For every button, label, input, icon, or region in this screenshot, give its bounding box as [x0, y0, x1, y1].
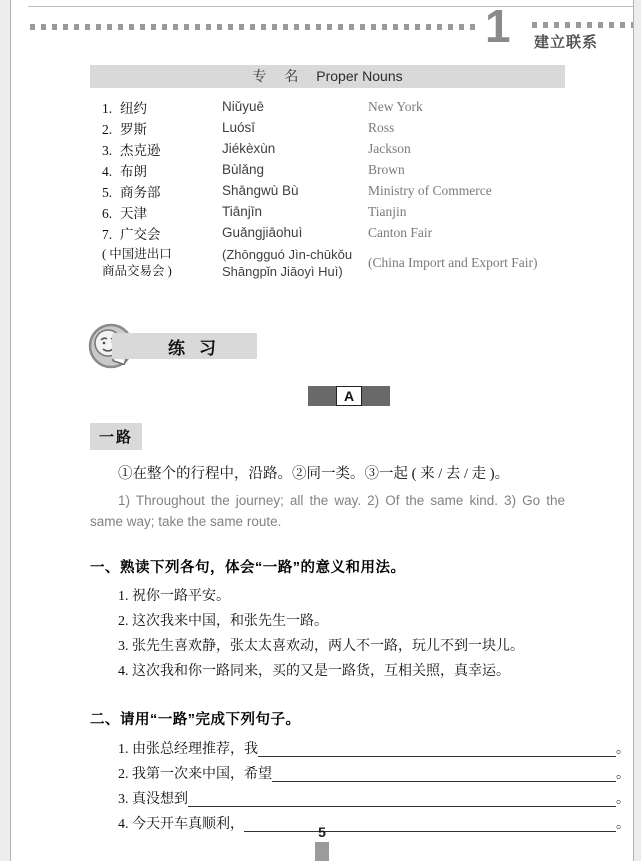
- hanzi-cell: [90, 223, 222, 243]
- definition-zh: ①在整个的行程中，沿路。②同一类。③一起 ( 来 / 去 / 走 )。: [118, 466, 510, 482]
- section-a-marker: [308, 386, 390, 406]
- proper-nouns-header: [90, 65, 565, 88]
- hanzi-text: 布朗: [120, 163, 147, 179]
- pinyin-cell: Luósī: [222, 120, 256, 135]
- marker-block-right: [362, 386, 390, 406]
- page-footer: [11, 824, 633, 861]
- row-number: 1.: [102, 100, 113, 116]
- hanzi-cell: [90, 139, 222, 159]
- proper-nouns-section: [90, 65, 565, 280]
- hanzi-text: 天津: [120, 205, 147, 221]
- hanzi-text: 商务部: [120, 184, 161, 200]
- answer-blank-line: [258, 756, 616, 757]
- table-row: [90, 222, 565, 243]
- word-entry-section: [90, 406, 565, 532]
- table-row: [90, 159, 565, 180]
- proper-nouns-title-zh: 专 名: [252, 70, 301, 85]
- marker-block-left: [308, 386, 336, 406]
- unit-number: 1: [485, 0, 511, 52]
- pinyin-cell: Niǔyuē: [222, 99, 265, 114]
- row-number: 7.: [102, 226, 113, 242]
- exercise-one-section: [90, 556, 565, 684]
- pinyin-cell: Shāngwù Bù: [222, 183, 299, 198]
- exercise-item: 2. 这次我来中国，和张先生一路。: [118, 614, 328, 629]
- exercise-one-items: [118, 584, 565, 684]
- row-number: 4.: [102, 163, 113, 179]
- hanzi-cell: [90, 246, 222, 280]
- dotted-rule-left: [30, 24, 476, 30]
- fill-in-item: [118, 761, 630, 786]
- exercise-two-heading: 二、请用“一路”完成下列句子。: [90, 712, 301, 728]
- hanzi-text: 商品交易会 ): [102, 264, 172, 278]
- table-row: [90, 96, 565, 117]
- unit-header: [11, 0, 633, 62]
- textbook-page: [10, 0, 634, 861]
- fill-in-period: 。: [616, 767, 630, 782]
- english-cell: Ross: [368, 119, 395, 135]
- exercises-banner: [90, 324, 565, 372]
- exercise-item: 4. 这次我和你一路同来，买的又是一路货，互相关照，真幸运。: [118, 664, 510, 679]
- hanzi-cell: [90, 202, 222, 222]
- footer-tab-block: [315, 842, 329, 861]
- english-cell: (China Import and Export Fair): [368, 255, 538, 270]
- hanzi-text: 罗斯: [120, 121, 147, 137]
- exercise-item: 1. 祝你一路平安。: [118, 589, 230, 604]
- table-row-note: [90, 246, 565, 280]
- fill-in-prompt: 1. 由张总经理推荐，我: [118, 742, 258, 757]
- pinyin-text: (Zhōngguó Jìn-chūkǒu: [222, 247, 353, 262]
- pinyin-cell: Tiānjīn: [222, 204, 263, 219]
- exercise-item: 3. 张先生喜欢静，张太太喜欢动，两人不一路，玩儿不到一块儿。: [118, 639, 524, 654]
- fill-in-period: 。: [616, 817, 630, 832]
- row-number: 2.: [102, 121, 113, 137]
- hanzi-cell: [90, 181, 222, 201]
- fill-in-item: [118, 786, 630, 811]
- proper-nouns-table: [90, 96, 565, 280]
- english-cell: Canton Fair: [368, 224, 433, 240]
- proper-nouns-title-en: Proper Nouns: [316, 68, 403, 84]
- table-row: [90, 138, 565, 159]
- row-number: 5.: [102, 184, 113, 200]
- hanzi-cell: [90, 118, 222, 138]
- english-cell: Tianjin: [368, 203, 407, 219]
- table-row: [90, 180, 565, 201]
- answer-blank-line: [188, 806, 616, 807]
- hanzi-text: ( 中国进出口: [102, 247, 172, 261]
- english-cell: Jackson: [368, 140, 411, 156]
- pinyin-cell: Jiékèxùn: [222, 141, 276, 156]
- fill-in-period: 。: [616, 792, 630, 807]
- answer-blank-line: [272, 781, 616, 782]
- exercises-banner-label: 练习: [112, 333, 257, 359]
- english-cell: Ministry of Commerce: [368, 182, 492, 198]
- table-row: [90, 201, 565, 222]
- fill-in-prompt: 4. 今天开车真顺利，: [118, 817, 244, 832]
- fill-in-item: [118, 736, 630, 761]
- page-number: 5: [318, 824, 326, 840]
- pinyin-cell: [222, 246, 368, 280]
- headword-label: 一路: [90, 423, 142, 450]
- row-number: 6.: [102, 205, 113, 221]
- fill-in-prompt: 2. 我第一次来中国，希望: [118, 767, 272, 782]
- unit-title: 建立联系: [534, 34, 599, 51]
- fill-in-period: 。: [616, 742, 630, 757]
- table-row: [90, 117, 565, 138]
- definition-en: 1) Throughout the journey; all the way. 2) Of the same kind. 3) Go the same way; take the same route.: [90, 493, 565, 529]
- exercise-two-items: [118, 736, 630, 836]
- dotted-rule-right: [532, 22, 633, 28]
- exercise-one-heading: 一、熟读下列各句，体会“一路”的意义和用法。: [90, 560, 406, 576]
- english-cell: New York: [368, 98, 423, 114]
- row-number: 3.: [102, 142, 113, 158]
- hanzi-text: 广交会: [120, 226, 161, 242]
- exercise-two-section: [90, 708, 630, 836]
- fill-in-prompt: 3. 真没想到: [118, 792, 188, 807]
- pinyin-text: Shāngpǐn Jiāoyì Huì): [222, 264, 343, 279]
- english-cell: Brown: [368, 161, 405, 177]
- pinyin-cell: Bùlǎng: [222, 162, 265, 177]
- hanzi-cell: [90, 160, 222, 180]
- section-letter: A: [336, 386, 362, 406]
- hanzi-text: 杰克逊: [120, 142, 161, 158]
- hanzi-text: 纽约: [120, 100, 147, 116]
- hanzi-cell: [90, 97, 222, 117]
- pinyin-cell: Guǎngjiāohuì: [222, 225, 303, 240]
